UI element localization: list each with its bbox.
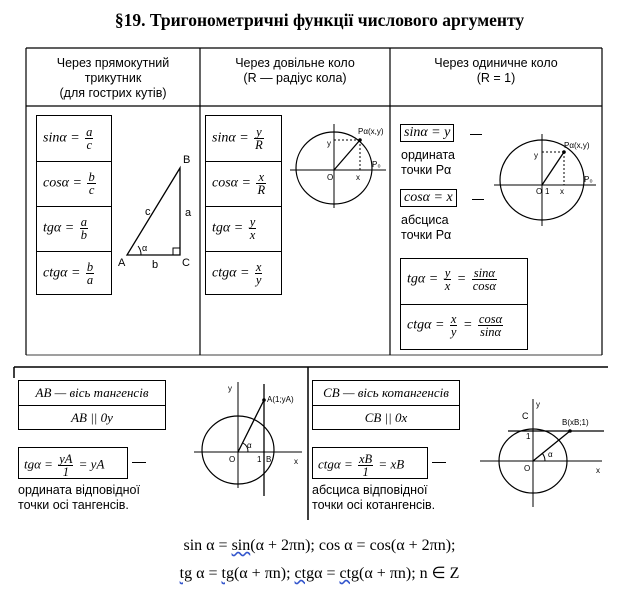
tangent-axis-label: AB — вісь тангенсів [35, 385, 149, 400]
def-ctg-circle: ctgα = $\frac{x}{y}$ [212, 260, 262, 287]
cotangent-y-axis: y [536, 400, 540, 409]
cotangent-note: абсциса відповідної точки осі котангенсів. [312, 483, 436, 512]
right-triangle-diagram [115, 150, 200, 275]
unit-tg-def: tgα = $\frac{y}{x}$ = $\frac{\sin\alpha}{\cos\alpha}$ [407, 266, 496, 293]
unit-one-label: 1 [545, 187, 550, 196]
tangent-formula-box [18, 447, 128, 479]
tangent-parallel: AB || 0y [71, 410, 113, 425]
tangent-diagram [190, 378, 305, 518]
header-line: (R — радіус кола) [243, 71, 347, 85]
cotangent-alpha: α [548, 450, 553, 459]
triangle-defs-box [36, 115, 112, 295]
circle-defs-box [205, 115, 282, 295]
cotangent-x-axis: x [596, 466, 600, 475]
vertex-c: C [182, 257, 190, 269]
x-label: x [356, 173, 360, 182]
header-circle [200, 56, 390, 86]
def-tg-circle: tgα = $\frac{y}{x}$ [212, 215, 256, 242]
tangent-x-axis: x [294, 457, 298, 466]
unit-cos-note: абсциса точки Pα [401, 213, 452, 242]
periodicity-line-2: tg α = tg(α + πn); ctgα = ctg(α + πn); n ∈ Z [179, 565, 460, 582]
header-line: Через одиничне коло [434, 56, 558, 70]
side-b: b [152, 259, 159, 271]
point-label: Pα(x,y) [358, 127, 384, 136]
cotangent-diagram [478, 395, 606, 513]
page-title: §19. Тригонометричні функції числового аргументу [114, 10, 525, 30]
side-a: a [185, 207, 192, 219]
header-line: Через довільне коло [235, 56, 355, 70]
cotangent-one: 1 [526, 432, 531, 441]
cotangent-formula: ctgα = $\frac{xB}{1}$ = xB [318, 452, 405, 479]
unit-y-label: y [534, 151, 538, 160]
side-c: c [145, 206, 151, 218]
header-line: Через прямокутний [56, 56, 170, 70]
def-tg-triangle: tgα = $\frac{a}{b}$ [43, 215, 87, 242]
unit-origin-label: O [536, 187, 543, 196]
cotangent-origin: O [524, 464, 531, 473]
tangent-note: ордината відповідної точки осі тангенсів. [18, 483, 140, 512]
unit-ctg-def: ctgα = $\frac{x}{y}$ = $\frac{\cos\alpha}{\sin\alpha}$ [407, 312, 503, 339]
cotangent-axis-label: CB — вісь котангенсів [323, 385, 449, 400]
unit-x-label: x [560, 187, 564, 196]
tangent-alpha: α [247, 441, 252, 450]
header-line: трикутник [84, 71, 142, 85]
unit-circle-diagram [492, 130, 597, 230]
unit-cos-def: cosα = x [400, 189, 457, 207]
tangent-axis-box [18, 380, 166, 430]
tangent-one: 1 [257, 455, 262, 464]
unit-sin-note: ордината точки Pα [401, 148, 456, 177]
vertex-b: B [183, 154, 191, 166]
tangent-formula: tgα = $\frac{yA}{1}$ = yA [24, 452, 105, 479]
def-cos-circle: cosα = $\frac{x}{R}$ [212, 170, 266, 197]
tangent-b: B [266, 455, 272, 464]
unit-sin-def: sinα = y [400, 124, 454, 142]
cotangent-parallel: CB || 0x [364, 410, 408, 425]
unit-p0-label: P₀ [584, 175, 593, 184]
def-sin-triangle: sinα = $\frac{a}{c}$ [43, 125, 93, 152]
cotangent-c: C [522, 411, 529, 421]
def-ctg-triangle: ctgα = $\frac{b}{a}$ [43, 260, 94, 287]
header-unit-circle [390, 56, 602, 86]
tangent-origin: O [229, 455, 236, 464]
tangent-point-a: A(1;yA) [267, 395, 294, 404]
y-label: y [327, 139, 331, 148]
cotangent-formula-box [312, 447, 428, 479]
tangent-y-axis: y [228, 384, 232, 393]
circle-diagram [288, 120, 388, 210]
unit-ratio-box [400, 258, 528, 350]
cotangent-point-b: B(xB;1) [562, 418, 589, 427]
cotangent-axis-box [312, 380, 460, 430]
header-line: (R = 1) [476, 71, 516, 85]
origin-label: O [327, 173, 334, 182]
header-triangle [26, 56, 200, 101]
angle-alpha: α [142, 243, 148, 253]
periodicity-line-1: sin α = sin(α + 2πn); cos α = cos(α + 2πn); [183, 537, 456, 554]
unit-point-label: Pα(x,y) [564, 141, 590, 150]
p0-label: P₀ [372, 160, 381, 169]
header-line: (для гострих кутів) [59, 86, 167, 100]
def-cos-triangle: cosα = $\frac{b}{c}$ [43, 170, 95, 197]
def-sin-circle: sinα = $\frac{y}{R}$ [212, 125, 263, 152]
vertex-a: A [118, 257, 126, 269]
